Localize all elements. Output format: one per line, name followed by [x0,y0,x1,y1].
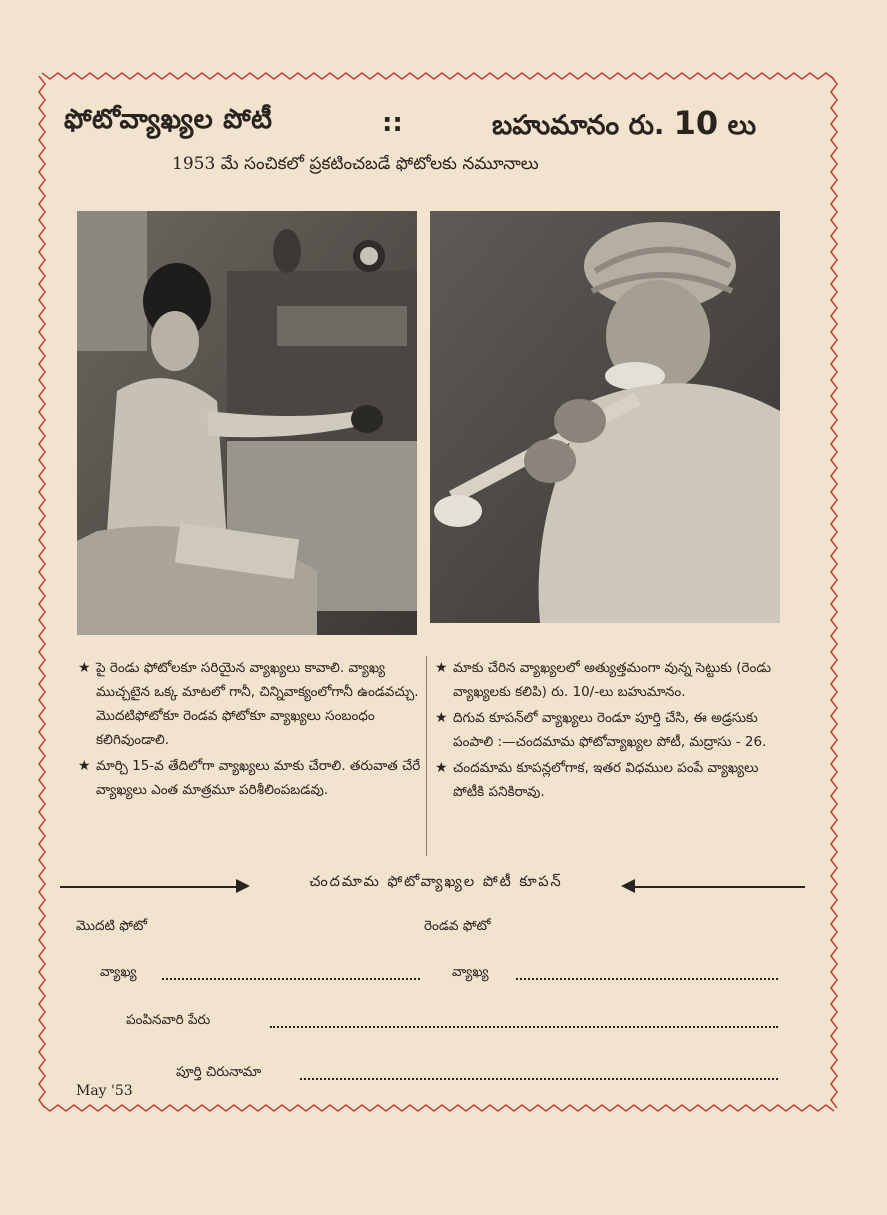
caption-label-second: వ్యాఖ్య [452,964,489,980]
full-address-field[interactable] [300,1078,778,1080]
prize-heading [492,104,756,148]
rule-item: ★ పై రెండు ఫోటోలకూ సరియైన వ్యాఖ్యలు కావాలి. వ్యాఖ్య ముచ్చటైన ఒక్క మాటలో గానీ, చిన్నివాక్యంలోగానీ ఉండవచ్చు. మొదటిఫోటోకూ రెండవ ఫోటోకూ వ్యాఖ్యలు సంబంధం కలిగివుండాలి. [78,656,423,752]
prize-suffix: లు [727,110,757,141]
prize-prefix: బహుమానం రు. [492,110,665,141]
arrow-left-icon [621,879,635,893]
star-icon: ★ [78,660,91,676]
photo-man-playing-flute [430,211,780,623]
sender-name-label: పంపినవారి పేరు [126,1012,211,1028]
caption-field-first[interactable] [162,978,420,980]
photo-girl-at-radio [77,211,417,635]
first-photo-label: మొదటి ఫోటో [76,918,147,934]
contest-title: ఫోటోవ్యాఖ్యల పోటీ [64,104,273,135]
star-icon: ★ [435,660,448,676]
sender-name-field[interactable] [270,1026,778,1028]
column-divider [426,656,427,856]
issue-date: May '53 [76,1083,133,1099]
arrow-right-icon [236,879,250,893]
coupon-title: చందమామ ఫోటోవ్యాఖ్యల పోటీ కూపన్ [309,874,563,890]
rules-right-column [435,656,785,806]
rule-item: ★ మాకు చేరిన వ్యాఖ్యలలో అత్యుత్తమంగా వున్న సెట్టుకు (రెండు వ్యాఖ్యలకు కలిపి) రు. 10/-లు బహుమానం. [435,656,785,704]
full-address-label: పూర్తి చిరునామా [176,1064,262,1080]
star-icon: ★ [78,758,91,774]
star-icon: ★ [435,710,448,726]
rule-item: ★ దిగువ కూపన్‌లో వ్యాఖ్యలు రెండూ పూర్తి చేసి, ఈ అడ్రసుకు పంపాలి :—చందమామ ఫోటోవ్యాఖ్యల పోటీ, మద్రాసు - 26. [435,706,785,754]
subtitle: 1953 మే సంచికలో ప్రకటించబడే ఫోటోలకు నమూనాలు [172,154,539,174]
prize-amount: 10 [673,104,719,142]
caption-field-second[interactable] [516,978,778,980]
title-separator: :: [382,108,403,138]
coupon-heading [60,874,805,898]
rule-item: ★ చందమామ కూపన్లలోగాక, ఇతర విధముల పంపే వ్యాఖ్యలు పోటీకి పనికిరావు. [435,756,785,804]
caption-label-first: వ్యాఖ్య [100,964,137,980]
arrow-line-right [635,886,805,888]
rules-left-column [78,656,423,804]
arrow-line-left [60,886,236,888]
rule-item: ★ మార్చి 15-వ తేదిలోగా వ్యాఖ్యలు మాకు చేరాలి. తరువాత చేరే వ్యాఖ్యలు ఎంత మాత్రమూ పరిశీలింపబడవు. [78,754,423,802]
second-photo-label: రెండవ ఫోటో [424,918,491,934]
star-icon: ★ [435,760,448,776]
